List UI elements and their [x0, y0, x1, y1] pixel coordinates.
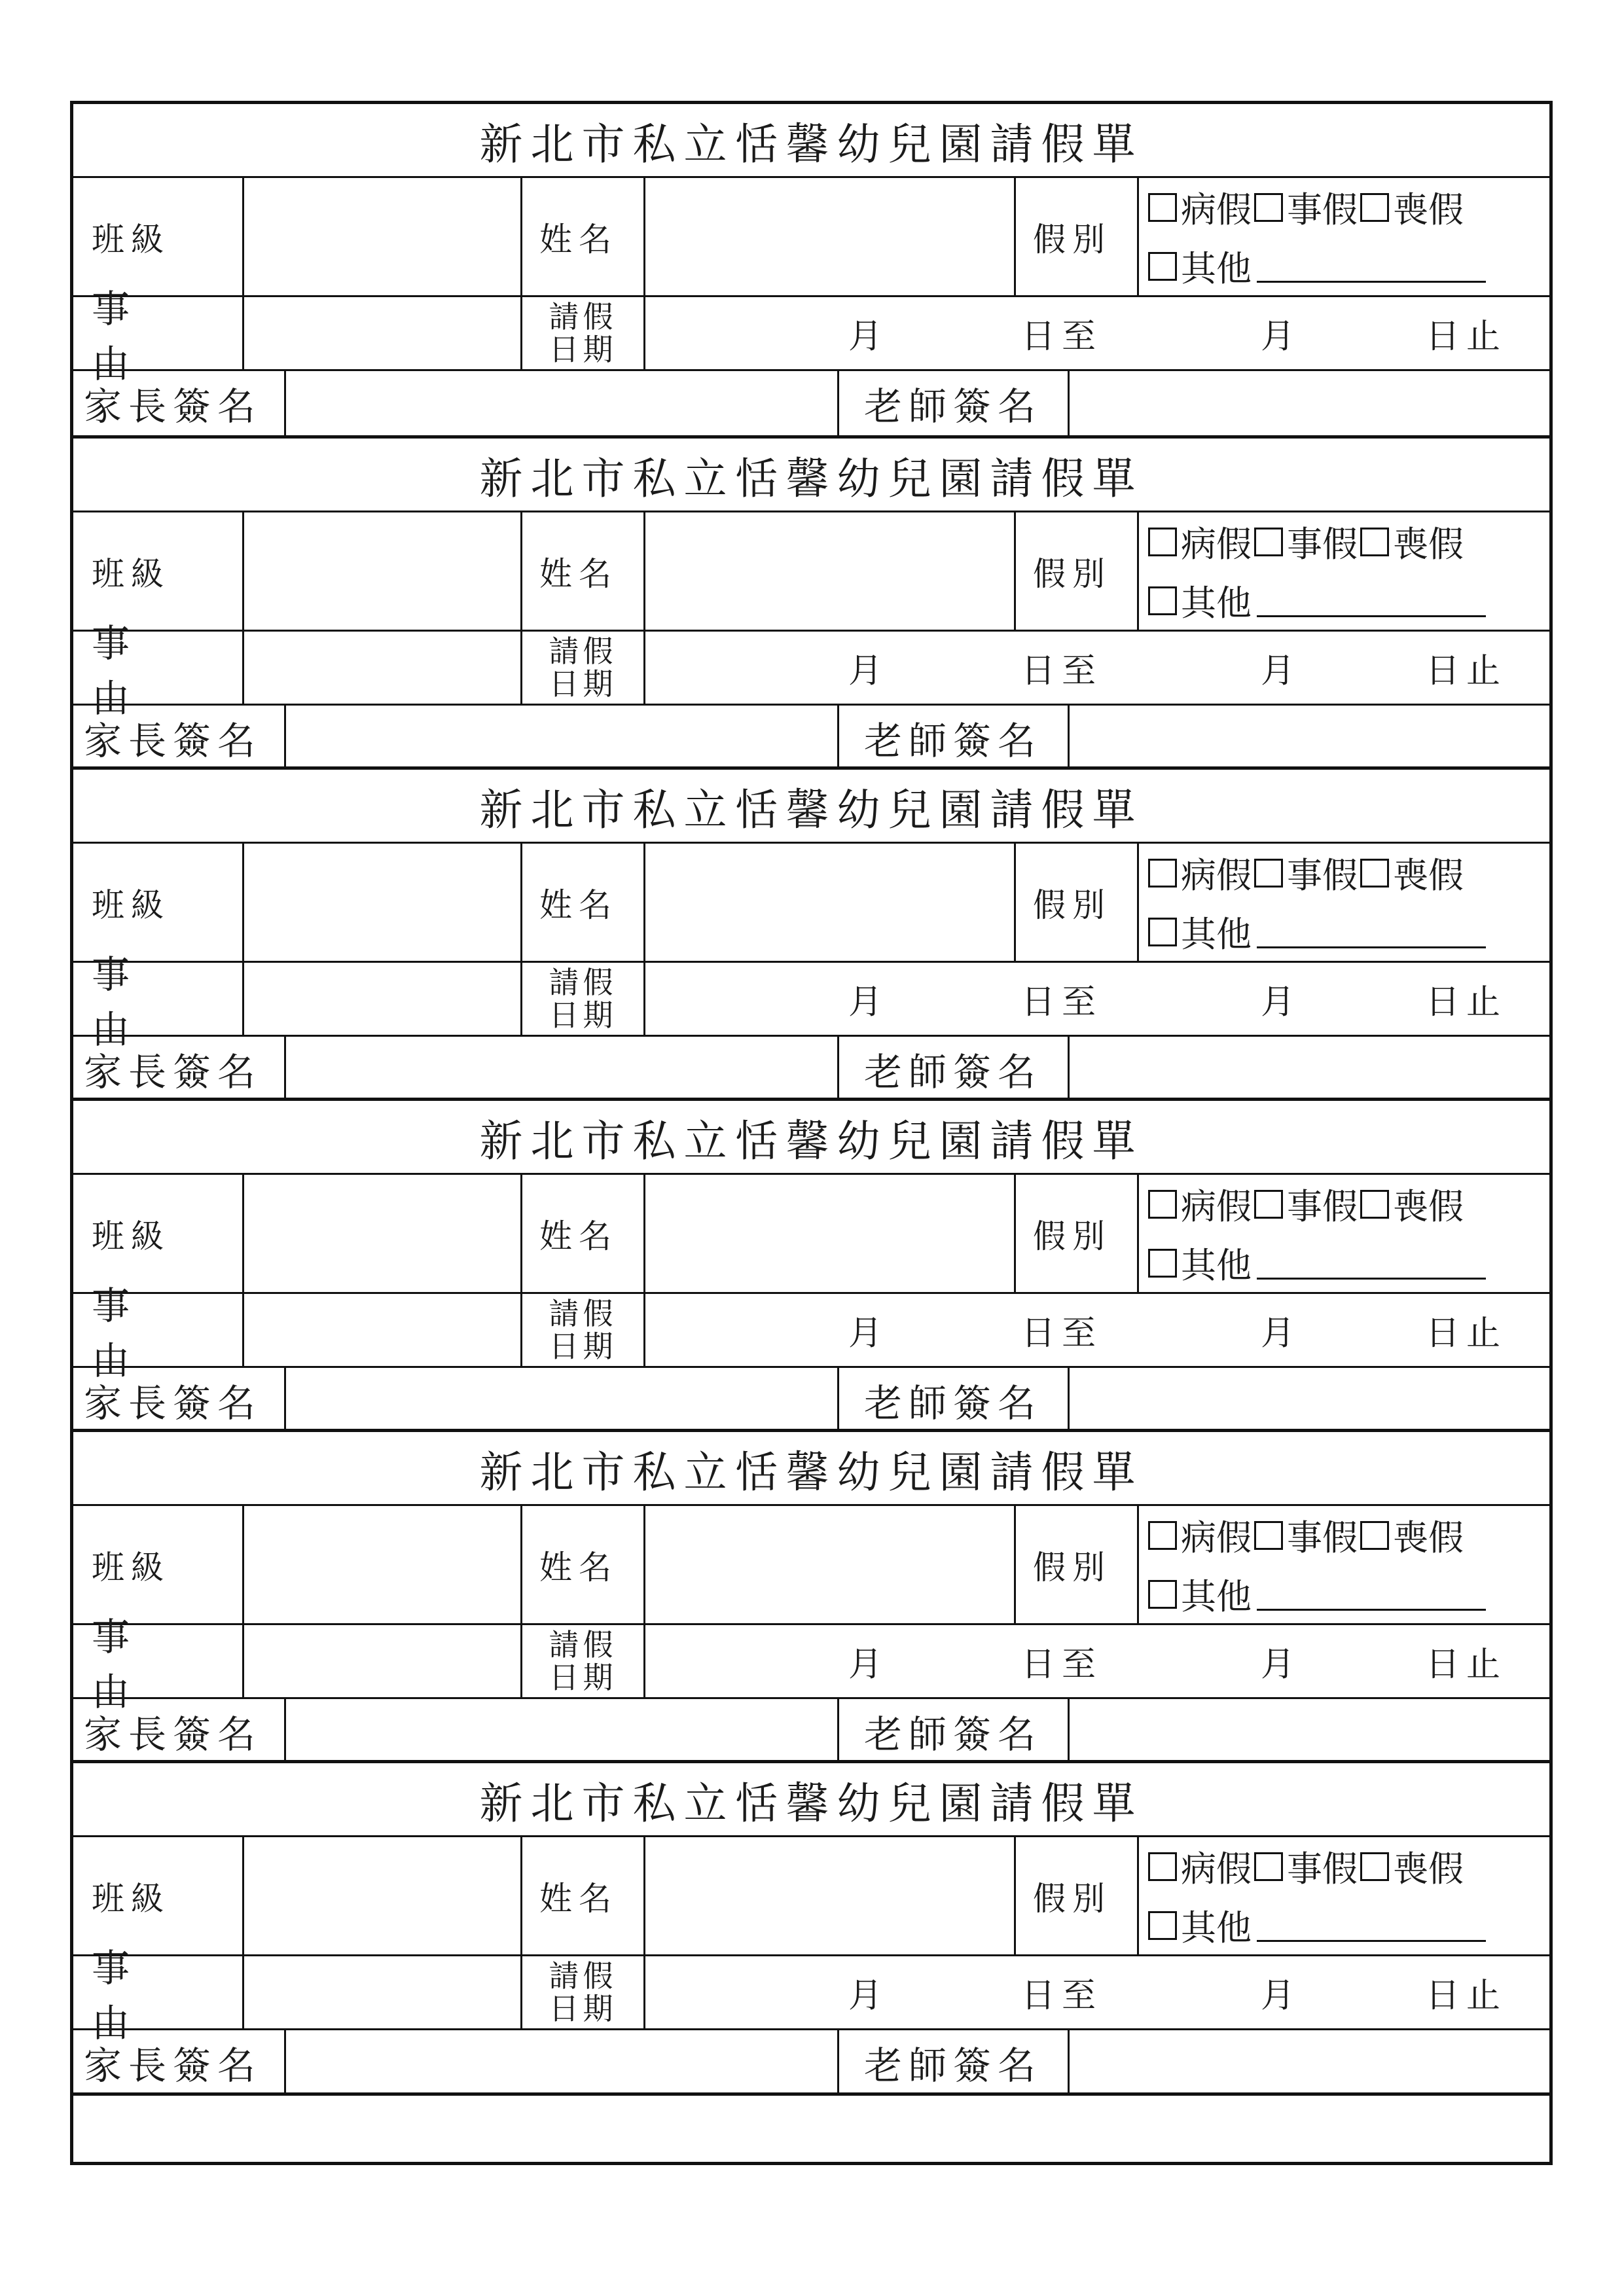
form-title: 新北市私立恬馨幼兒園請假單: [73, 439, 1549, 512]
parent-sign-label-cell: [73, 371, 284, 435]
parent-sign-label-cell: [73, 1699, 284, 1763]
teacher-sign-label-cell: [837, 2030, 1068, 2094]
bereavement-leave-checkbox[interactable]: [1360, 528, 1389, 556]
start-day-label: 日至: [1021, 982, 1103, 1022]
class-label: 班級: [92, 1548, 170, 1587]
leave-type-options: [1137, 178, 1549, 295]
start-day-label: 日至: [1021, 317, 1103, 357]
teacher-sign-field[interactable]: [1068, 706, 1549, 770]
teacher-sign-label: 老師簽名: [864, 719, 1043, 763]
sick-leave-checkbox[interactable]: [1148, 1852, 1177, 1881]
bereavement-leave-checkbox[interactable]: [1360, 1521, 1389, 1550]
leave-form: [73, 1429, 1549, 1760]
other-leave-row: [1148, 1569, 1486, 1619]
reason-label-cell: [73, 287, 242, 386]
end-day-label: 日止: [1426, 1976, 1507, 2016]
end-day-label: 日止: [1426, 651, 1507, 691]
class-field[interactable]: [242, 1175, 520, 1292]
personal-leave-label: 事假: [1287, 855, 1358, 896]
reason-label: 事 由: [92, 287, 197, 386]
teacher-sign-field[interactable]: [1068, 2030, 1549, 2094]
bereavement-leave-label: 喪假: [1393, 524, 1464, 565]
reason-date-row: [73, 1946, 1549, 2045]
leave-form: [73, 766, 1549, 1098]
signature-row: [73, 1699, 1549, 1763]
reason-label-cell: [73, 1946, 242, 2045]
name-label-cell: [520, 1837, 643, 1954]
leave-type-checkbox-row: [1148, 848, 1466, 898]
teacher-sign-label-cell: [837, 371, 1068, 435]
other-leave-checkbox[interactable]: [1148, 918, 1177, 946]
leave-date-label-line2: 日期: [549, 1991, 617, 2026]
leave-date-field[interactable]: [643, 1625, 1549, 1697]
leave-type-label-cell: [1014, 512, 1137, 630]
reason-date-row: [73, 287, 1549, 386]
name-label: 姓名: [539, 220, 618, 259]
end-day-label: 日止: [1426, 1314, 1507, 1354]
teacher-sign-label: 老師簽名: [864, 1050, 1043, 1094]
teacher-sign-field[interactable]: [1068, 1368, 1549, 1432]
reason-label: 事 由: [92, 1615, 197, 1714]
reason-date-row: [73, 1283, 1549, 1383]
leave-type-checkbox-row: [1148, 1841, 1466, 1892]
reason-label-cell: [73, 621, 242, 721]
personal-leave-label: 事假: [1287, 524, 1358, 565]
leave-type-checkbox-row: [1148, 182, 1466, 232]
personal-leave-checkbox[interactable]: [1254, 1852, 1283, 1881]
parent-sign-label: 家長簽名: [84, 384, 262, 429]
leave-date-label-cell: [520, 1956, 643, 2028]
name-label-cell: [520, 512, 643, 630]
personal-leave-label: 事假: [1287, 189, 1358, 230]
start-month-label: 月: [848, 1314, 890, 1354]
form-title: 新北市私立恬馨幼兒園請假單: [73, 1101, 1549, 1175]
class-field[interactable]: [242, 1506, 520, 1623]
bereavement-leave-checkbox[interactable]: [1360, 1190, 1389, 1219]
leave-date-field[interactable]: [643, 632, 1549, 704]
class-field[interactable]: [242, 512, 520, 630]
name-label-cell: [520, 844, 643, 961]
personal-leave-label: 事假: [1287, 1186, 1358, 1227]
signature-row: [73, 1037, 1549, 1101]
leave-type-options: [1137, 844, 1549, 961]
other-leave-label: 其他: [1181, 1907, 1252, 1948]
other-leave-checkbox[interactable]: [1148, 252, 1177, 281]
teacher-sign-label: 老師簽名: [864, 2043, 1043, 2088]
leave-date-label-line2: 日期: [549, 997, 617, 1033]
reason-field[interactable]: [242, 963, 520, 1035]
leave-type-checkbox-row: [1148, 1510, 1466, 1560]
blank-footer-cell: [73, 2092, 1549, 2162]
end-month-label: 月: [1261, 1314, 1302, 1354]
teacher-sign-label-cell: [837, 706, 1068, 770]
other-leave-blank[interactable]: [1257, 1246, 1486, 1280]
leave-date-label-cell: [520, 1294, 643, 1366]
parent-sign-field[interactable]: [284, 706, 837, 770]
name-label: 姓名: [539, 886, 618, 924]
leave-type-label: 假別: [1033, 886, 1111, 924]
other-leave-label: 其他: [1181, 914, 1252, 955]
sick-leave-checkbox[interactable]: [1148, 1190, 1177, 1219]
parent-sign-label-cell: [73, 2030, 284, 2094]
bereavement-leave-label: 喪假: [1393, 1848, 1464, 1890]
leave-date-label-line2: 日期: [549, 666, 617, 702]
leave-date-label-cell: [520, 1625, 643, 1697]
leave-date-label-cell: [520, 963, 643, 1035]
reason-field[interactable]: [242, 297, 520, 369]
start-day-label: 日至: [1021, 651, 1103, 691]
class-field[interactable]: [242, 178, 520, 295]
form-title: 新北市私立恬馨幼兒園請假單: [73, 1763, 1549, 1837]
end-month-label: 月: [1261, 317, 1302, 357]
other-leave-row: [1148, 575, 1486, 626]
leave-type-label: 假別: [1033, 1879, 1111, 1918]
start-month-label: 月: [848, 982, 890, 1022]
teacher-sign-label-cell: [837, 1037, 1068, 1101]
leave-date-field[interactable]: [643, 1294, 1549, 1366]
reason-field[interactable]: [242, 1294, 520, 1366]
signature-row: [73, 1368, 1549, 1432]
leave-date-field[interactable]: [643, 297, 1549, 369]
class-name-type-row: [73, 512, 1549, 632]
reason-field[interactable]: [242, 632, 520, 704]
leave-type-label-cell: [1014, 1506, 1137, 1623]
reason-label-cell: [73, 1615, 242, 1714]
class-name-type-row: [73, 844, 1549, 963]
teacher-sign-field[interactable]: [1068, 1699, 1549, 1763]
leave-date-field[interactable]: [643, 963, 1549, 1035]
other-leave-row: [1148, 906, 1486, 957]
reason-field[interactable]: [242, 1625, 520, 1697]
leave-type-options: [1137, 1175, 1549, 1292]
name-label: 姓名: [539, 1879, 618, 1918]
parent-sign-field[interactable]: [284, 371, 837, 435]
name-label: 姓名: [539, 554, 618, 593]
parent-sign-label-cell: [73, 1037, 284, 1101]
other-leave-label: 其他: [1181, 248, 1252, 289]
end-month-label: 月: [1261, 1645, 1302, 1685]
leave-date-label-line1: 請假: [549, 1296, 617, 1331]
personal-leave-label: 事假: [1287, 1517, 1358, 1558]
leave-date-label-cell: [520, 297, 643, 369]
start-day-label: 日至: [1021, 1976, 1103, 2016]
leave-date-label-line1: 請假: [549, 965, 617, 1000]
end-day-label: 日止: [1426, 982, 1507, 1022]
name-label-cell: [520, 1175, 643, 1292]
teacher-sign-label: 老師簽名: [864, 384, 1043, 429]
sick-leave-label: 病假: [1181, 524, 1252, 565]
leave-date-label-line1: 請假: [549, 1627, 617, 1662]
bereavement-leave-label: 喪假: [1393, 1517, 1464, 1558]
parent-sign-label: 家長簽名: [84, 1050, 262, 1094]
bereavement-leave-checkbox[interactable]: [1360, 859, 1389, 888]
leave-date-label-line1: 請假: [549, 1958, 617, 1994]
start-month-label: 月: [848, 651, 890, 691]
signature-row: [73, 706, 1549, 770]
sick-leave-label: 病假: [1181, 189, 1252, 230]
name-field[interactable]: [643, 178, 1014, 295]
other-leave-blank[interactable]: [1257, 584, 1486, 617]
class-name-type-row: [73, 1175, 1549, 1294]
leave-date-label: [522, 1628, 643, 1694]
name-field[interactable]: [643, 1175, 1014, 1292]
parent-sign-field[interactable]: [284, 1037, 837, 1101]
parent-sign-label-cell: [73, 1368, 284, 1432]
leave-type-options: [1137, 1506, 1549, 1623]
leave-type-label: 假別: [1033, 1548, 1111, 1587]
leave-type-label-cell: [1014, 1175, 1137, 1292]
other-leave-label: 其他: [1181, 583, 1252, 624]
class-label: 班級: [92, 220, 170, 259]
end-day-label: 日止: [1426, 317, 1507, 357]
reason-label: 事 由: [92, 1946, 197, 2045]
signature-row: [73, 2030, 1549, 2094]
other-leave-blank[interactable]: [1257, 1577, 1486, 1611]
other-leave-checkbox[interactable]: [1148, 586, 1177, 615]
sick-leave-checkbox[interactable]: [1148, 193, 1177, 222]
leave-type-label: 假別: [1033, 554, 1111, 593]
class-label: 班級: [92, 886, 170, 924]
leave-date-label: [522, 635, 643, 700]
name-field[interactable]: [643, 1506, 1014, 1623]
sick-leave-label: 病假: [1181, 1848, 1252, 1890]
leave-type-label: 假別: [1033, 1217, 1111, 1255]
personal-leave-checkbox[interactable]: [1254, 528, 1283, 556]
teacher-sign-label-cell: [837, 1368, 1068, 1432]
other-leave-blank[interactable]: [1257, 249, 1486, 283]
leave-type-options: [1137, 1837, 1549, 1954]
leave-type-label: 假別: [1033, 220, 1111, 259]
end-month-label: 月: [1261, 982, 1302, 1022]
class-label: 班級: [92, 1217, 170, 1255]
leave-date-label: [522, 300, 643, 366]
parent-sign-label-cell: [73, 706, 284, 770]
reason-date-row: [73, 1615, 1549, 1714]
leave-form: [73, 1760, 1549, 2091]
other-leave-row: [1148, 1238, 1486, 1288]
leave-form: [73, 104, 1549, 435]
sick-leave-checkbox[interactable]: [1148, 528, 1177, 556]
other-leave-blank[interactable]: [1257, 915, 1486, 948]
reason-label-cell: [73, 1283, 242, 1383]
start-day-label: 日至: [1021, 1645, 1103, 1685]
reason-date-row: [73, 952, 1549, 1052]
class-name-type-row: [73, 1506, 1549, 1625]
leave-type-label-cell: [1014, 844, 1137, 961]
name-label: 姓名: [539, 1217, 618, 1255]
signature-row: [73, 371, 1549, 435]
leave-form-sheet: [70, 101, 1553, 2165]
parent-sign-label: 家長簽名: [84, 2043, 262, 2088]
leave-date-field[interactable]: [643, 1956, 1549, 2028]
leave-date-label: [522, 1960, 643, 2025]
bereavement-leave-checkbox[interactable]: [1360, 1852, 1389, 1881]
reason-label-cell: [73, 952, 242, 1052]
other-leave-label: 其他: [1181, 1245, 1252, 1286]
form-title: 新北市私立恬馨幼兒園請假單: [73, 104, 1549, 178]
end-month-label: 月: [1261, 651, 1302, 691]
teacher-sign-field[interactable]: [1068, 1037, 1549, 1101]
leave-type-checkbox-row: [1148, 516, 1466, 567]
leave-type-label-cell: [1014, 178, 1137, 295]
class-label: 班級: [92, 1879, 170, 1918]
leave-date-label-cell: [520, 632, 643, 704]
other-leave-row: [1148, 1900, 1486, 1950]
class-field[interactable]: [242, 1837, 520, 1954]
leave-date-label-line2: 日期: [549, 1329, 617, 1364]
other-leave-label: 其他: [1181, 1576, 1252, 1617]
parent-sign-label: 家長簽名: [84, 1712, 262, 1757]
name-label: 姓名: [539, 1548, 618, 1587]
leave-type-checkbox-row: [1148, 1179, 1466, 1229]
reason-label: 事 由: [92, 952, 197, 1052]
bereavement-leave-label: 喪假: [1393, 855, 1464, 896]
leave-type-label-cell: [1014, 1837, 1137, 1954]
name-field[interactable]: [643, 512, 1014, 630]
leave-date-label-line2: 日期: [549, 1660, 617, 1695]
leave-date-label-line2: 日期: [549, 332, 617, 367]
name-field[interactable]: [643, 1837, 1014, 1954]
leave-date-label-line1: 請假: [549, 634, 617, 669]
name-field[interactable]: [643, 844, 1014, 961]
personal-leave-checkbox[interactable]: [1254, 859, 1283, 888]
class-name-type-row: [73, 178, 1549, 297]
leave-form: [73, 435, 1549, 766]
teacher-sign-label: 老師簽名: [864, 1381, 1043, 1426]
teacher-sign-label-cell: [837, 1699, 1068, 1763]
name-label-cell: [520, 1506, 643, 1623]
reason-date-row: [73, 621, 1549, 721]
reason-field[interactable]: [242, 1956, 520, 2028]
personal-leave-checkbox[interactable]: [1254, 1521, 1283, 1550]
leave-type-options: [1137, 512, 1549, 630]
start-month-label: 月: [848, 1645, 890, 1685]
sick-leave-checkbox[interactable]: [1148, 859, 1177, 888]
other-leave-checkbox[interactable]: [1148, 1249, 1177, 1278]
bereavement-leave-label: 喪假: [1393, 1186, 1464, 1227]
other-leave-row: [1148, 241, 1486, 291]
class-name-type-row: [73, 1837, 1549, 1956]
parent-sign-field[interactable]: [284, 1368, 837, 1432]
leave-date-label: [522, 966, 643, 1031]
reason-label: 事 由: [92, 621, 197, 721]
end-day-label: 日止: [1426, 1645, 1507, 1685]
personal-leave-label: 事假: [1287, 1848, 1358, 1890]
teacher-sign-label: 老師簽名: [864, 1712, 1043, 1757]
class-label: 班級: [92, 554, 170, 593]
parent-sign-label: 家長簽名: [84, 1381, 262, 1426]
end-month-label: 月: [1261, 1976, 1302, 2016]
name-label-cell: [520, 178, 643, 295]
other-leave-blank[interactable]: [1257, 1909, 1486, 1942]
other-leave-checkbox[interactable]: [1148, 1911, 1177, 1940]
teacher-sign-field[interactable]: [1068, 371, 1549, 435]
sick-leave-label: 病假: [1181, 855, 1252, 896]
bereavement-leave-checkbox[interactable]: [1360, 193, 1389, 222]
form-title: 新北市私立恬馨幼兒園請假單: [73, 1432, 1549, 1506]
start-day-label: 日至: [1021, 1314, 1103, 1354]
leave-form: [73, 1098, 1549, 1429]
start-month-label: 月: [848, 317, 890, 357]
parent-sign-field[interactable]: [284, 1699, 837, 1763]
class-field[interactable]: [242, 844, 520, 961]
sick-leave-checkbox[interactable]: [1148, 1521, 1177, 1550]
leave-date-label-line1: 請假: [549, 299, 617, 334]
sick-leave-label: 病假: [1181, 1517, 1252, 1558]
parent-sign-field[interactable]: [284, 2030, 837, 2094]
parent-sign-label: 家長簽名: [84, 719, 262, 763]
form-title: 新北市私立恬馨幼兒園請假單: [73, 770, 1549, 844]
start-month-label: 月: [848, 1976, 890, 2016]
sick-leave-label: 病假: [1181, 1186, 1252, 1227]
reason-label: 事 由: [92, 1283, 197, 1383]
bereavement-leave-label: 喪假: [1393, 189, 1464, 230]
personal-leave-checkbox[interactable]: [1254, 1190, 1283, 1219]
other-leave-checkbox[interactable]: [1148, 1580, 1177, 1609]
leave-date-label: [522, 1297, 643, 1363]
personal-leave-checkbox[interactable]: [1254, 193, 1283, 222]
